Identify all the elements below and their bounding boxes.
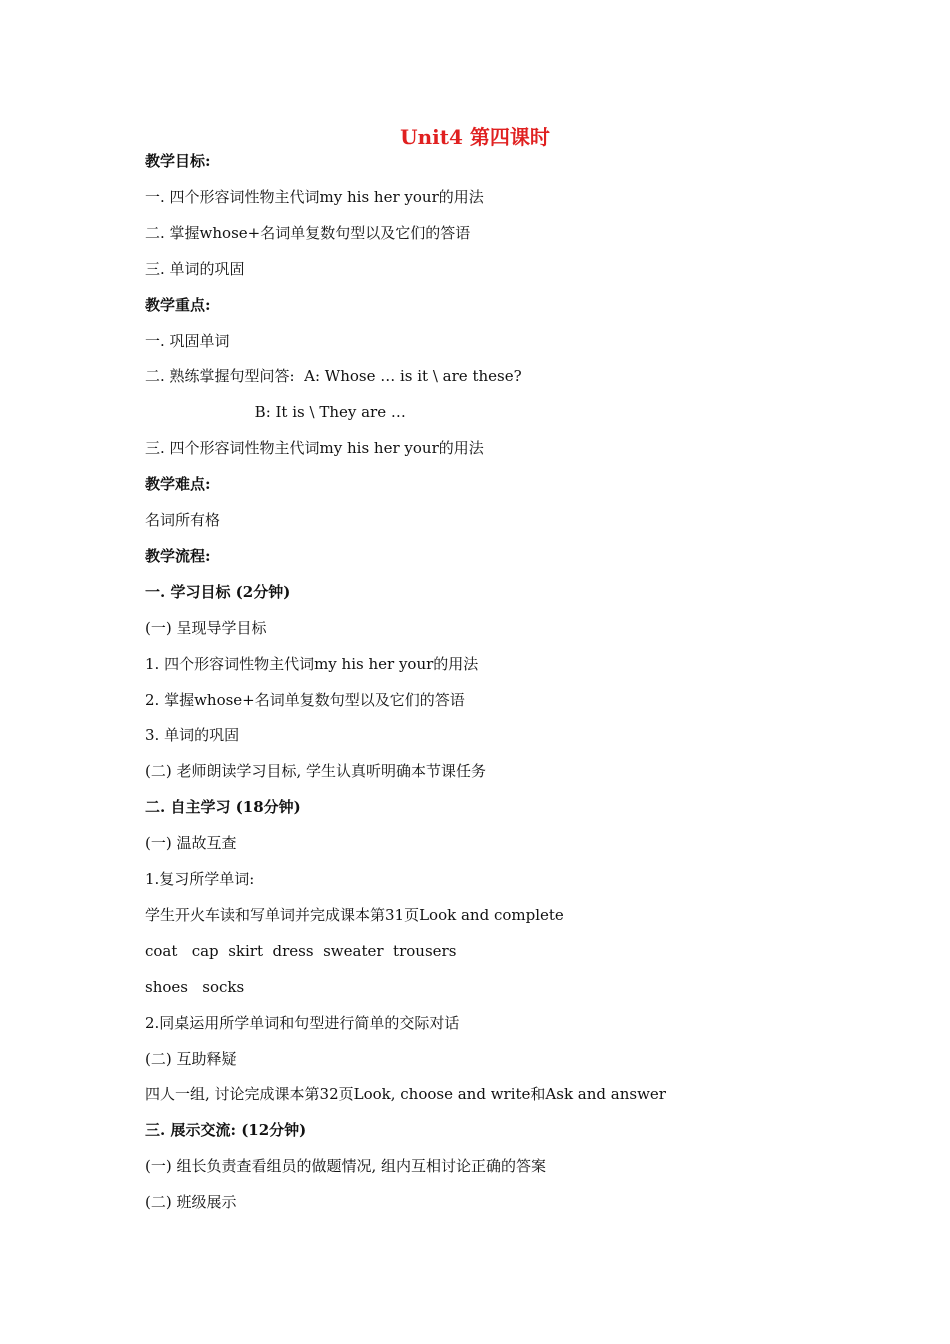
text-line: 三. 四个形容词性物主代词my his her your的用法 [145, 439, 484, 458]
text-line: coat cap skirt dress sweater trousers [145, 941, 457, 960]
section-heading: 二. 自主学习 (18分钟) [145, 798, 301, 817]
text-line: 二. 掌握whose+名词单复数句型以及它们的答语 [145, 223, 471, 242]
section-heading: 教学难点: [145, 475, 211, 494]
text-line: 2. 掌握whose+名词单复数句型以及它们的答语 [145, 690, 465, 709]
section-heading: 教学重点: [145, 295, 211, 314]
section-heading: 三. 展示交流: (12分钟) [145, 1121, 307, 1140]
text-line: 学生开火车读和写单词并完成课本第31页Look and complete [145, 905, 564, 924]
text-line: 名词所有格 [145, 511, 221, 529]
text-line: (一) 组长负责查看组员的做题情况, 组内互相讨论正确的答案 [145, 1157, 547, 1176]
text-line: (二) 互助释疑 [145, 1049, 237, 1068]
text-line: (二) 班级展示 [145, 1193, 237, 1212]
text-line: 1. 四个形容词性物主代词my his her your的用法 [145, 654, 479, 673]
text-line: 一. 四个形容词性物主代词my his her your的用法 [145, 187, 484, 206]
text-line: 二. 熟练掌握句型问答: A: Whose … is it \ are these? [145, 367, 522, 386]
text-line: 一. 巩固单词 [145, 331, 230, 350]
text-line: (二) 老师朗读学习目标, 学生认真听明确本节课任务 [145, 762, 487, 781]
text-line: 3. 单词的巩固 [145, 726, 240, 745]
text-line: (一) 温故互查 [145, 834, 237, 853]
text-line: shoes socks [145, 977, 245, 996]
text-line: 2.同桌运用所学单词和句型进行简单的交际对话 [145, 1013, 460, 1032]
text-line: 1.复习所学单词: [145, 870, 255, 888]
section-heading: 一. 学习目标 (2分钟) [145, 582, 291, 601]
text-line: B: It is \ They are … [145, 403, 406, 422]
text-line: 三. 单词的巩固 [145, 259, 245, 278]
section-heading: 教学目标: [145, 152, 211, 170]
section-heading: 教学流程: [145, 546, 211, 565]
document-title: Unit4 第四课时 [400, 125, 550, 149]
text-line: 四人一组, 讨论完成课本第32页Look, choose and write和Ask and answer [145, 1085, 666, 1104]
text-line: (一) 呈现导学目标 [145, 618, 267, 637]
